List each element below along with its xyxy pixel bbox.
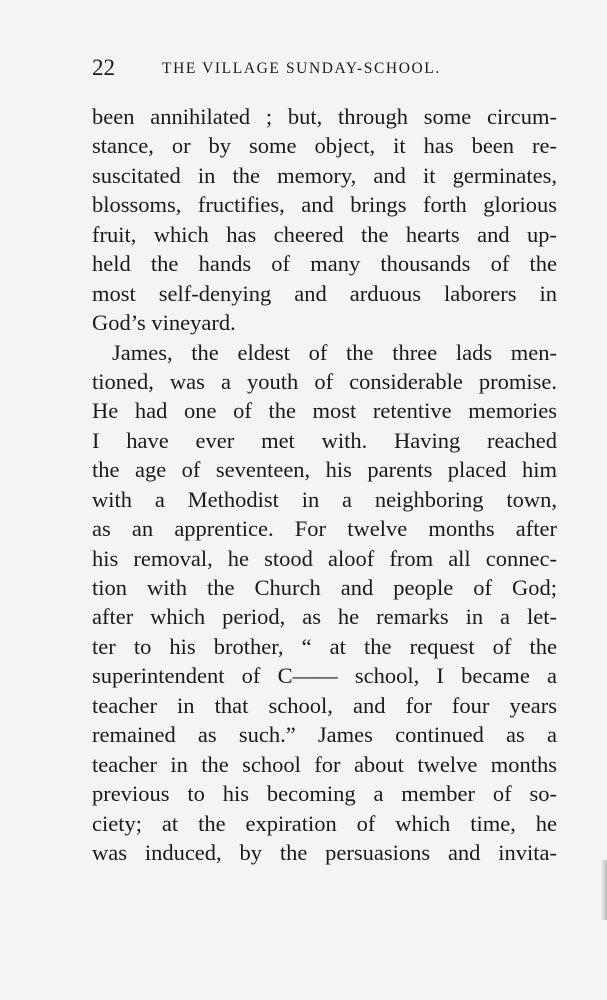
text-line: stance, or by some object, it has been re- [92, 133, 557, 159]
page-number: 22 [92, 55, 115, 80]
text-line: I have ever met with. Having reached [92, 427, 557, 453]
page-header [92, 55, 562, 85]
text-line: James, the eldest of the three lads men- [112, 339, 557, 365]
text-line: blossoms, fructifies, and brings forth glorious [92, 192, 557, 218]
text-line: He had one of the most retentive memories [92, 398, 557, 424]
text-line: the age of seventeen, his parents placed him [92, 457, 557, 483]
text-line: with a Methodist in a neighboring town, [92, 486, 557, 512]
text-line: teacher in that school, and for four years [92, 692, 557, 718]
text-line: suscitated in the memory, and it germinates, [92, 162, 557, 188]
text-line: as an apprentice. For twelve months after [92, 516, 557, 542]
text-line: was induced, by the persuasions and invita- [92, 839, 557, 865]
text-line: ciety; at the expiration of which time, he [92, 810, 557, 836]
text-line: remained as such.” James continued as a [92, 722, 557, 748]
text-line: tion with the Church and people of God; [92, 575, 557, 600]
text-line: his removal, he stood aloof from all connec- [92, 545, 557, 571]
text-line: after which period, as he remarks in a let- [92, 604, 557, 630]
text-line: teacher in the school for about twelve months [92, 751, 557, 777]
text-line: God’s vineyard. [92, 310, 236, 336]
text-line: ter to his brother, “ at the request of the [92, 633, 557, 659]
text-line: held the hands of many thousands of the [92, 251, 557, 277]
text-line: most self-denying and arduous laborers in [92, 280, 557, 306]
body-text [92, 102, 557, 867]
text-line: previous to his becoming a member of so- [92, 781, 557, 807]
text-line: fruit, which has cheered the hearts and up- [92, 221, 557, 247]
page-edge-shadow [601, 860, 607, 920]
text-line: tioned, was a youth of considerable promise. [92, 368, 557, 394]
text-line: superintendent of C—— school, I became a [92, 663, 557, 689]
running-title: THE VILLAGE SUNDAY-SCHOOL. [162, 60, 441, 77]
text-line: been annihilated ; but, through some circum- [92, 104, 557, 129]
